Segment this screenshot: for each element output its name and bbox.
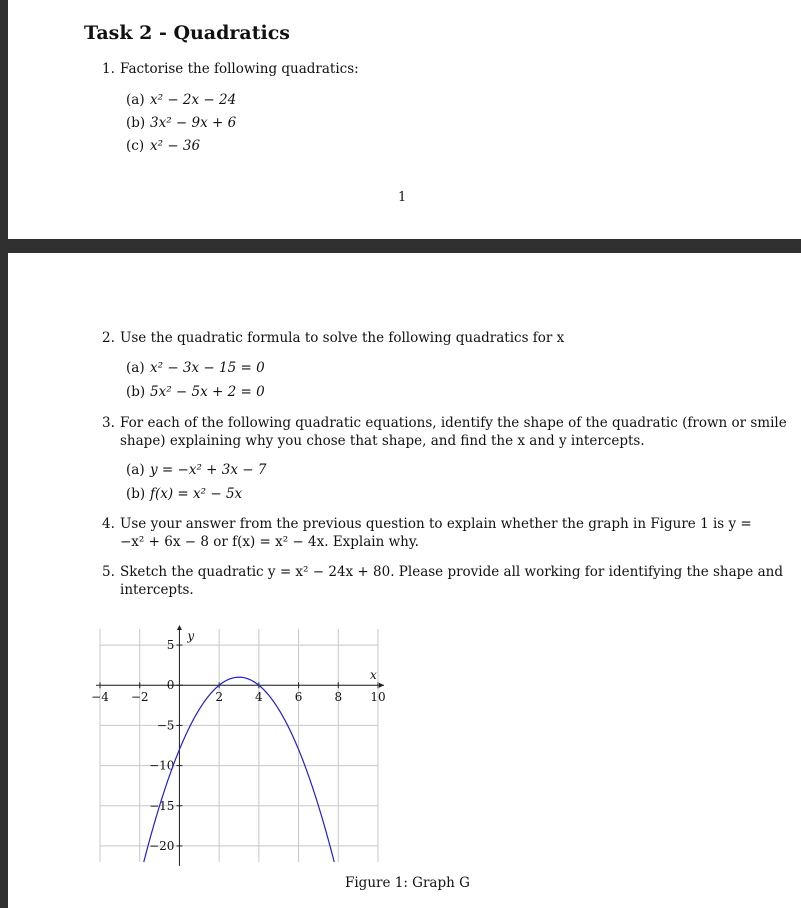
q4-line1: Use your answer from the previous question to explain whether the graph in Figure 1 is y = <box>120 516 752 532</box>
q1b-label: (b) <box>126 115 146 131</box>
x-tick-label: 2 <box>215 690 223 705</box>
page-divider <box>0 239 801 253</box>
q2a-expr: x² − 3x − 15 = 0 <box>150 360 265 376</box>
q3-line1: For each of the following quadratic equations, identify the shape of the quadratic (frown or smile <box>120 415 787 431</box>
q1c-expr: x² − 36 <box>150 138 201 154</box>
y-axis-label: y <box>187 629 195 643</box>
q4-number: 4. <box>102 516 115 532</box>
q1b-expr: 3x² − 9x + 6 <box>150 115 237 131</box>
q2a-label: (a) <box>126 360 145 376</box>
q2b-label: (b) <box>126 384 146 400</box>
y-tick-label: −15 <box>149 798 175 813</box>
q3-line2: shape) explaining why you chose that shape, and find the x and y intercepts. <box>120 433 645 449</box>
q1-number: 1. <box>102 61 115 77</box>
figure-caption: Figure 1: Graph G <box>345 875 470 891</box>
page-1 <box>0 0 801 239</box>
x-tick-label: 8 <box>334 690 343 705</box>
q1a-label: (a) <box>126 92 145 108</box>
y-tick-label: −20 <box>149 838 175 853</box>
q2b-expr: 5x² − 5x + 2 = 0 <box>150 384 265 400</box>
q1a-expr: x² − 2x − 24 <box>150 92 237 108</box>
q3a-label: (a) <box>126 462 145 478</box>
q5-line2: intercepts. <box>120 582 194 598</box>
y-tick-label: 5 <box>166 638 175 653</box>
y-tick-label: −10 <box>149 758 175 773</box>
q3b-expr: f(x) = x² − 5x <box>150 486 243 502</box>
page-edge <box>0 253 8 908</box>
task-title: Task 2 - Quadratics <box>84 22 290 44</box>
page-edge <box>0 0 8 239</box>
q4-line2: −x² + 6x − 8 or f(x) = x² − 4x. Explain why. <box>120 534 419 550</box>
y-tick-label: −5 <box>156 718 175 733</box>
q3a-expr: y = −x² + 3x − 7 <box>150 462 267 478</box>
page-number: 1 <box>398 190 407 205</box>
y-tick-label: 0 <box>166 678 175 693</box>
x-tick-label: 6 <box>294 690 303 705</box>
x-axis-label: x <box>370 668 377 683</box>
x-tick-label: 4 <box>255 690 263 705</box>
q2-text: Use the quadratic formula to solve the following quadratics for x <box>120 330 565 346</box>
q5-line1: Sketch the quadratic y = x² − 24x + 80. Please provide all working for identifying the shape and <box>120 564 783 580</box>
q2-number: 2. <box>102 330 115 346</box>
q1c-label: (c) <box>126 138 145 154</box>
x-tick-label: 10 <box>370 690 386 705</box>
q3-number: 3. <box>102 415 115 431</box>
q5-number: 5. <box>102 564 115 580</box>
x-tick-label: −4 <box>91 690 109 705</box>
x-tick-label: −2 <box>130 690 149 705</box>
q1-text: Factorise the following quadratics: <box>120 61 359 77</box>
q3b-label: (b) <box>126 486 146 502</box>
